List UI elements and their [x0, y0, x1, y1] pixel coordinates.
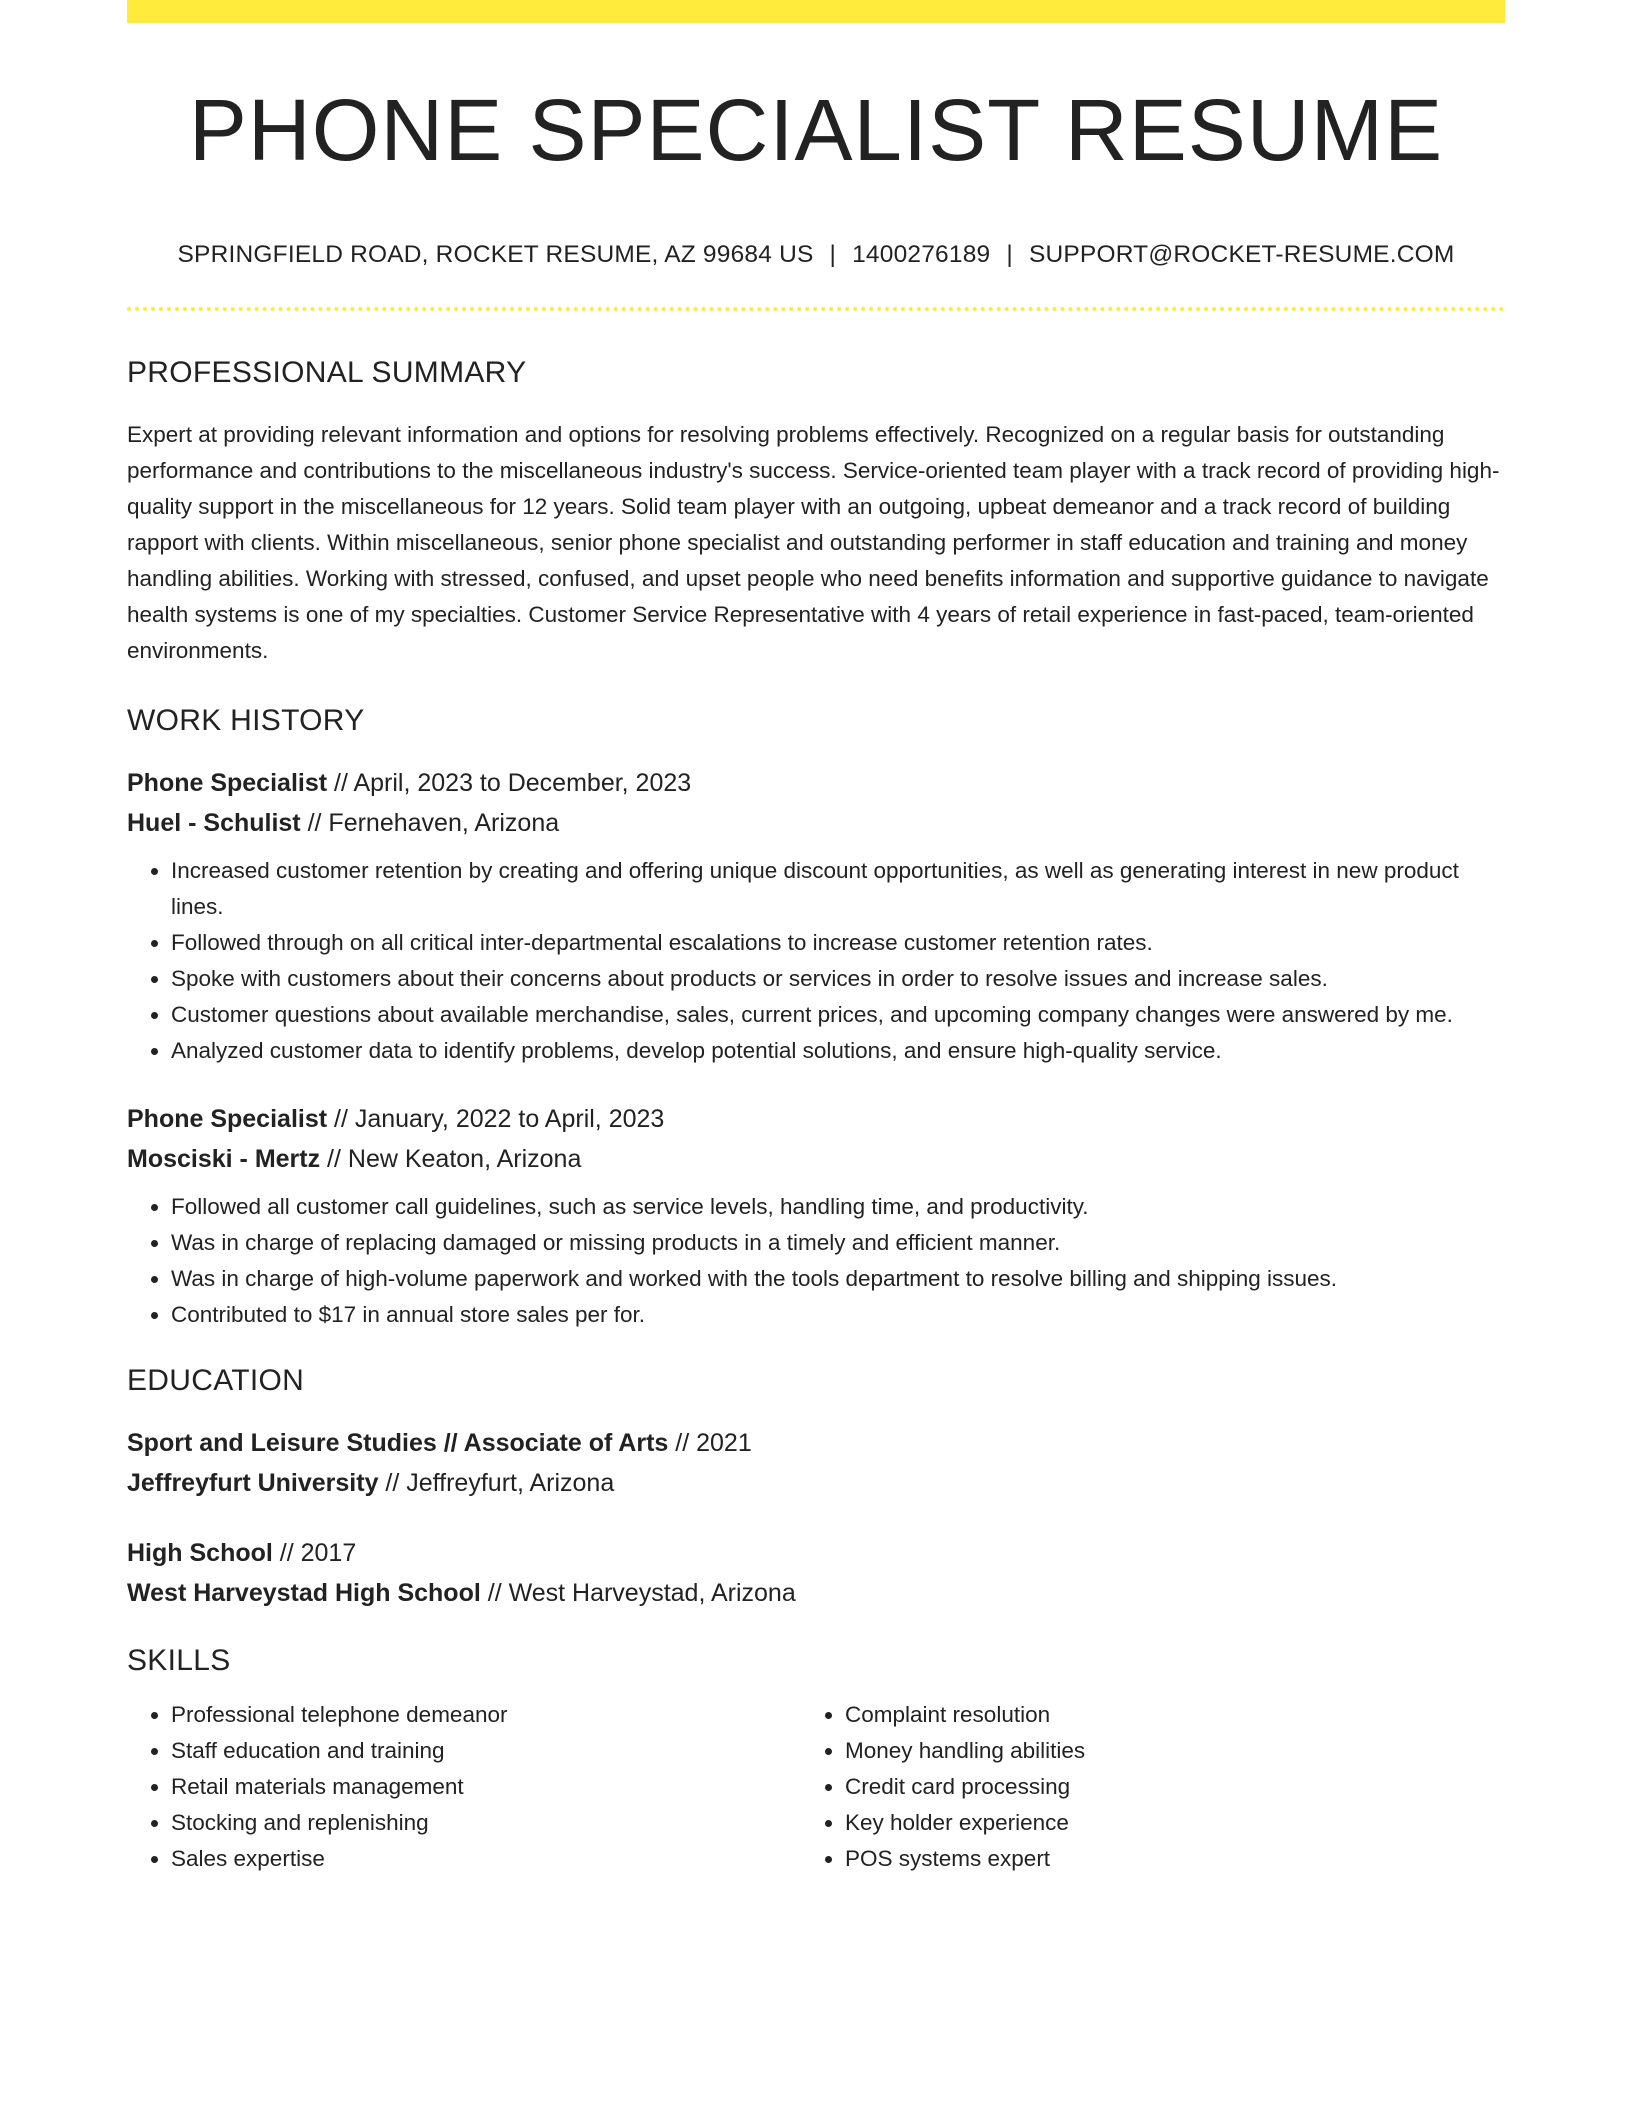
education-entry	[127, 1533, 1505, 1613]
contact-phone: 1400276189	[852, 240, 991, 268]
job-location: // Fernehaven, Arizona	[300, 808, 560, 837]
list-item: • Money handling abilities	[845, 1733, 1485, 1769]
skills-left-list	[127, 1697, 801, 1877]
job-entry	[127, 1099, 1505, 1333]
job-company-line	[127, 1139, 1505, 1179]
contact-email: SUPPORT@ROCKET-RESUME.COM	[1028, 240, 1455, 268]
list-item: • POS systems expert	[845, 1841, 1485, 1877]
list-item: • Was in charge of high-volume paperwork and worked with the tools department to resolve billing and shipping issues.	[171, 1261, 1505, 1297]
education-school-line	[127, 1463, 1505, 1503]
skills-columns	[127, 1697, 1505, 1877]
job-company-line	[127, 803, 1505, 843]
accent-bar	[127, 0, 1505, 23]
job-company: Huel - Schulist	[127, 808, 301, 837]
job-role: Phone Specialist	[127, 768, 328, 797]
education-degree: High School	[127, 1538, 273, 1567]
list-item: • Stocking and replenishing	[171, 1805, 801, 1841]
list-item: • Retail materials management	[171, 1769, 801, 1805]
list-item: • Professional telephone demeanor	[171, 1697, 801, 1733]
job-title-line	[127, 1099, 1505, 1139]
resume-page	[127, 0, 1505, 1877]
education-location: // Jeffreyfurt, Arizona	[378, 1468, 615, 1497]
summary-heading: PROFESSIONAL SUMMARY	[127, 355, 527, 389]
education-heading: EDUCATION	[127, 1363, 305, 1397]
list-item: • Staff education and training	[171, 1733, 801, 1769]
contact-separator: |	[829, 240, 837, 268]
education-degree-line	[127, 1533, 1505, 1573]
education-degree-line	[127, 1423, 1505, 1463]
education-degree: Sport and Leisure Studies // Associate of Arts	[127, 1428, 669, 1457]
list-item: • Customer questions about available merchandise, sales, current prices, and upcoming company changes were answered by me.	[171, 997, 1505, 1033]
list-item: • Contributed to $17 in annual store sales per for.	[171, 1297, 1505, 1333]
job-entry	[127, 763, 1505, 1069]
job-role: Phone Specialist	[127, 1104, 328, 1133]
list-item: • Credit card processing	[845, 1769, 1485, 1805]
contact-address: SPRINGFIELD ROAD, ROCKET RESUME, AZ 99684 US	[177, 240, 814, 268]
job-title-line	[127, 763, 1505, 803]
skills-heading: SKILLS	[127, 1643, 231, 1677]
list-item: • Spoke with customers about their concerns about products or services in order to resolve issues and increase sales.	[171, 961, 1505, 997]
education-school: Jeffreyfurt University	[127, 1468, 379, 1497]
list-item: • Sales expertise	[171, 1841, 801, 1877]
education-year: // 2021	[668, 1428, 752, 1457]
work-history-heading: WORK HISTORY	[127, 703, 365, 737]
education-location: // West Harveystad, Arizona	[480, 1578, 796, 1607]
list-item: • Complaint resolution	[845, 1697, 1485, 1733]
education-year: // 2017	[272, 1538, 357, 1567]
education-entry	[127, 1423, 1505, 1503]
summary-text: Expert at providing relevant information and options for resolving problems effectively. Recognized on a regular basis for outstanding performance and contributions to the miscellaneous industry's success. Service-oriented team player with a track record of providing high-quality support in the miscellaneous for 12 years. Solid team player with an outgoing, upbeat demeanor and a track record of building rapport with clients. Within miscellaneous, senior phone specialist and outstanding performer in staff education and training and money handling abilities. Working with stressed, confused, and upset people who need benefits information and supportive guidance to navigate health systems is one of my specialties. Customer Service Representative with 4 years of retail experience in fast-paced, team-oriented environments.	[127, 421, 1500, 663]
list-item: • Analyzed customer data to identify problems, develop potential solutions, and ensure high-quality service.	[171, 1033, 1505, 1069]
contact-separator: |	[1006, 240, 1013, 268]
page-title: PHONE SPECIALIST RESUME	[188, 82, 1444, 179]
job-bullets	[127, 853, 1505, 1069]
education-school-line	[127, 1573, 1505, 1613]
list-item: • Followed all customer call guidelines, such as service levels, handling time, and productivity.	[171, 1189, 1505, 1225]
job-dates: // April, 2023 to December, 2023	[327, 768, 692, 797]
list-item: • Key holder experience	[845, 1805, 1485, 1841]
skills-right-list	[801, 1697, 1485, 1877]
job-bullets	[127, 1189, 1505, 1333]
list-item: • Followed through on all critical inter-departmental escalations to increase customer retention rates.	[171, 925, 1505, 961]
contact-line	[127, 241, 1505, 269]
list-item: • Was in charge of replacing damaged or missing products in a timely and efficient manner.	[171, 1225, 1505, 1261]
education-school: West Harveystad High School	[127, 1578, 481, 1607]
list-item: • Increased customer retention by creating and offering unique discount opportunities, as well as generating interest in new product lines.	[171, 853, 1505, 925]
job-location: // New Keaton, Arizona	[320, 1144, 582, 1173]
job-dates: // January, 2022 to April, 2023	[327, 1104, 665, 1133]
dotted-divider	[127, 307, 1505, 311]
job-company: Mosciski - Mertz	[127, 1144, 321, 1173]
